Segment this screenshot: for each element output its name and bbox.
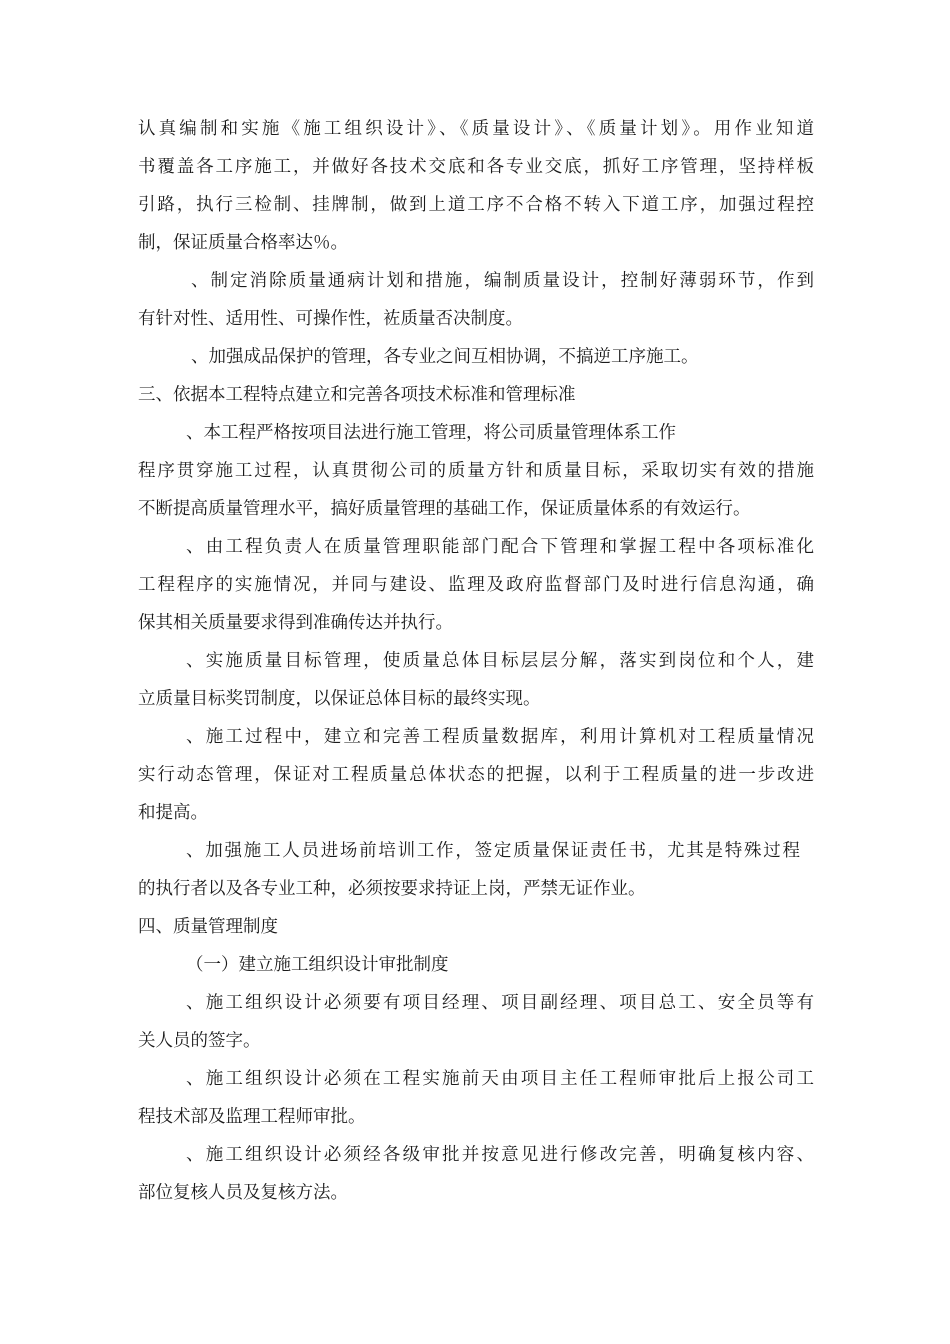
- text-line: 书覆盖各工序施工，并做好各技术交底和各专业交底，抓好工序管理，坚持样板: [138, 157, 814, 177]
- text-line: 部位复核人员及复核方法。: [138, 1183, 348, 1203]
- text-line: 、施工组织设计必须在工程实施前天由项目主任工程师审批后上报公司工: [186, 1069, 814, 1089]
- text-line: 工程程序的实施情况，并同与建设、监理及政府监督部门及时进行信息沟通，确: [138, 575, 814, 595]
- text-line: 、加强施工人员进场前培训工作，签定质量保证责任书，尤其是特殊过程: [186, 841, 800, 861]
- subsection-heading: （一）建立施工组织设计审批制度: [186, 955, 449, 975]
- text-line: 引路，执行三检制、挂牌制，做到上道工序不合格不转入下道工序，加强过程控: [138, 195, 814, 215]
- text-line: 关人员的签字。: [138, 1031, 261, 1051]
- text-line: 、施工组织设计必须经各级审批并按意见进行修改完善，明确复核内容、: [186, 1145, 814, 1165]
- text-line: 、制定消除质量通病计划和措施，编制质量设计，控制好薄弱环节，作到: [191, 271, 814, 291]
- text-line: 立质量目标奖罚制度，以保证总体目标的最终实现。: [138, 689, 541, 709]
- section-heading: 四、质量管理制度: [138, 917, 278, 937]
- text-line: 、施工组织设计必须要有项目经理、项目副经理、项目总工、安全员等有: [186, 993, 814, 1013]
- text-line: 、实施质量目标管理，使质量总体目标层层分解，落实到岗位和个人，建: [186, 651, 814, 671]
- text-line: 的执行者以及各专业工种，必须按要求持证上岗，严禁无证作业。: [138, 879, 646, 899]
- text-line: 、由工程负责人在质量管理职能部门配合下管理和掌握工程中各项标准化: [186, 537, 814, 557]
- text-line: 、加强成品保护的管理，各专业之间互相协调，不搞逆工序施工。: [191, 347, 699, 367]
- section-heading: 三、依据本工程特点建立和完善各项技术标准和管理标准: [138, 385, 576, 405]
- text-line: 制，保证质量合格率达％。: [138, 233, 348, 253]
- text-line: 不断提高质量管理水平，搞好质量管理的基础工作，保证质量体系的有效运行。: [138, 499, 751, 519]
- text-line: 认真编制和实施《施工组织设计》、《质量设计》、《质量计划》。用作业知道: [138, 119, 814, 139]
- text-line: 保其相关质量要求得到准确传达并执行。: [138, 613, 453, 633]
- text-line: 、施工过程中，建立和完善工程质量数据库，利用计算机对工程质量情况: [186, 727, 814, 747]
- text-line: 有针对性、适用性、可操作性，袏质量否决制度。: [138, 309, 523, 329]
- text-line: 程技术部及监理工程师审批。: [138, 1107, 366, 1127]
- text-line: 、本工程严格按项目法进行施工管理，将公司质量管理体系工作: [186, 423, 676, 443]
- text-line: 和提高。: [138, 803, 208, 823]
- text-line: 程序贯穿施工过程，认真贯彻公司的质量方针和质量目标，采取切实有效的措施: [138, 461, 814, 481]
- text-line: 实行动态管理，保证对工程质量总体状态的把握，以利于工程质量的进一步改进: [138, 765, 814, 785]
